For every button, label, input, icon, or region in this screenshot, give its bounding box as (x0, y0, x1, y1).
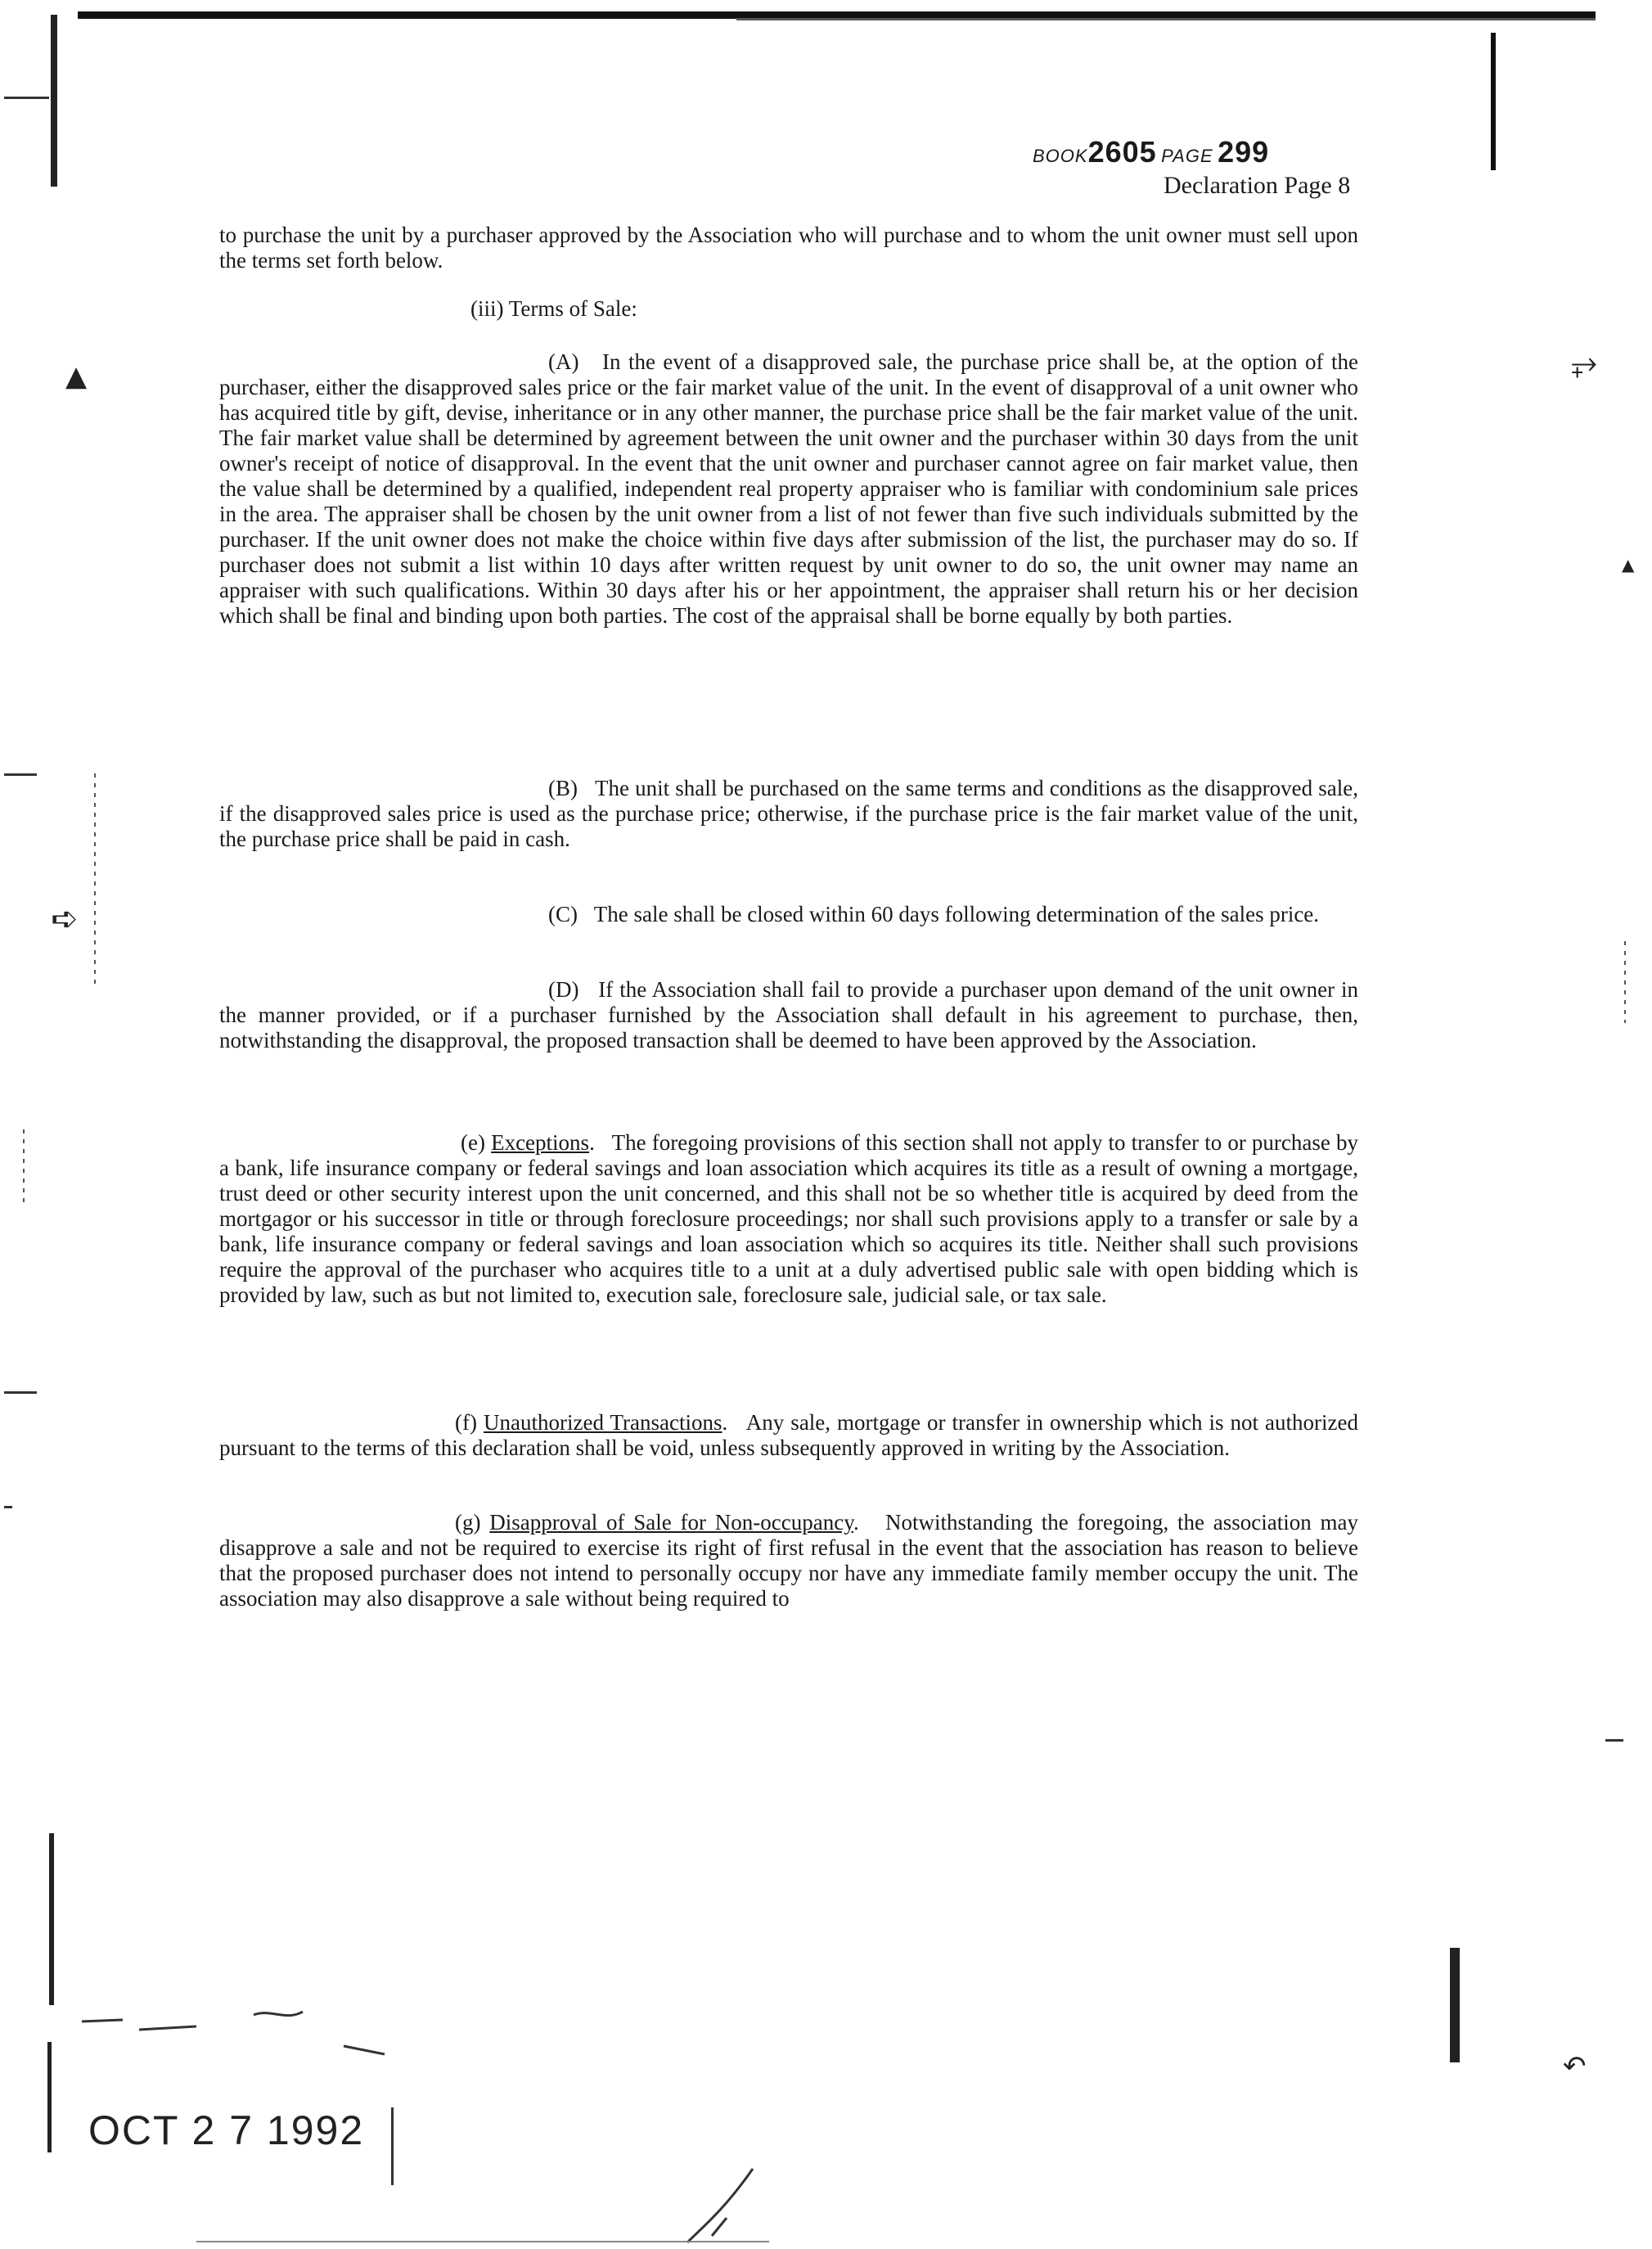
paragraph-g-title: Disapproval of Sale for Non-occupancy (489, 1510, 853, 1535)
stamp-divider-line (391, 2107, 394, 2185)
scan-mark (4, 97, 49, 99)
paragraph-g: (g) Disapproval of Sale for Non-occupancy. Notwithstanding the foregoing, the association may disapprove a sale and not be required to exercise its right of first refusal in the event that the association has reason to believe that the proposed purchaser does not intend to personally occupy nor have any immediate family member occupy the unit. The association may also disapprove a sale without being required to (219, 1510, 1359, 1611)
scan-speck: ▲ (1622, 555, 1635, 575)
paragraph-e: (e) Exceptions. The foregoing provisions of this section shall not apply to transfer to or purchase by a bank, life insurance company or federal savings and loan association which acquires its title as a result of owning a mortgage, trust deed or other security interest upon the unit concerned, and this shall not be so whether title is acquired by deed from the mortgagor or his successor in title or through foreclosure proceedings; nor shall such provisions apply to a transfer or sale by a bank, life insurance company or federal savings and loan association which so acquires its title. Neither shall such provisions require the approval of the purchaser who acquires title to a unit at a duly advertised public sale with open bidding which is provided by law, such as but not limited to, execution sale, foreclosure sale, judicial sale, or tax sale. (219, 1130, 1358, 1307)
book-number: 2605 (1087, 135, 1157, 169)
paragraph-D-text: If the Association shall fail to provide a purchaser upon demand of the unit owner in the manner provided, or if a purchaser furnished by the Association shall default in his agreement to purchase, then, notwithstanding the disapproval, the proposed transaction shall be deemed to have been approved by the Association. (219, 977, 1359, 1052)
heading-terms-of-sale: (iii) Terms of Sale: (470, 296, 637, 321)
paragraph-B-label: (B) (548, 776, 578, 800)
paragraph-C-label: (C) (548, 902, 578, 926)
paragraph-e-title: Exceptions (491, 1130, 590, 1155)
scan-mark (1605, 1739, 1623, 1742)
scan-mark (4, 1391, 37, 1394)
scan-scribble (74, 1997, 401, 2062)
scan-dotted-line (23, 1129, 25, 1203)
scan-mark (4, 773, 37, 776)
scan-dotted-line (94, 773, 96, 986)
scan-top-border-thin (736, 18, 1596, 20)
paragraph-f-label: (f) (455, 1410, 477, 1435)
paragraph-D (219, 977, 1358, 1053)
page-label: PAGE (1161, 146, 1213, 166)
scan-right-border (1491, 33, 1496, 170)
paragraph-A (219, 349, 1358, 629)
paragraph-g-label: (g) (455, 1510, 481, 1535)
paragraph-intro: to purchase the unit by a purchaser approved by the Association who will purchase and to whom the unit owner must sell upon the terms set forth below. (219, 223, 1358, 273)
book-page-reference (1033, 135, 1269, 169)
paragraph-C-text: The sale shall be closed within 60 days following determination of the sales price. (593, 902, 1320, 926)
section-page-number: Declaration Page 8 (1164, 172, 1351, 199)
scan-right-binding-mark (1450, 1948, 1460, 2062)
scan-mark (196, 2241, 769, 2242)
scan-left-binding-mark (51, 15, 57, 187)
paragraph-D-label: (D) (548, 977, 579, 1002)
scan-speck: ⥅ (1571, 344, 1597, 381)
date-stamp: OCT 2 7 1992 (88, 2107, 365, 2153)
paragraph-A-label: (A) (548, 349, 579, 374)
scan-speck: ➪ (51, 900, 79, 938)
paragraph-e-text: The foregoing provisions of this section shall not apply to transfer to or purchase by a bank, life insurance company or federal savings and loan association which acquires its title as a result of owning a mortgage, trust deed or other security interest upon the unit concerned, and this shall not be so whether title is acquired by deed from the mortgagor or his successor in title or through foreclosure proceedings; nor shall such provisions apply to a transfer or sale by a bank, life insurance company or federal savings and loan association which so acquires its title. Neither shall such provisions require the approval of the purchaser who acquires title to a unit at a duly advertised public sale with open bidding which is provided by law, such as but not limited to, execution sale, foreclosure sale, judicial sale, or tax sale. (219, 1130, 1358, 1307)
page-number: 299 (1218, 135, 1270, 169)
scan-dotted-line (1624, 941, 1626, 1023)
scan-left-binding-mark (47, 2042, 52, 2152)
paragraph-A-text: In the event of a disapproved sale, the purchase price shall be, at the option of the purchaser, either the disapproved sales price or the fair market value of the unit. In the event of disapproval of a unit owner who has acquired title by gift, devise, inheritance or in any other manner, the purchase price shall be the fair market value of the unit. The fair market value shall be determined by agreement between the unit owner and the purchaser within 30 days from the unit owner's receipt of notice of disapproval. In the event that the unit owner and purchaser cannot agree on fair market value, then the value shall be determined by a qualified, independent real property appraiser who is familiar with condominium sale prices in the area. The appraiser shall be chosen by the unit owner from a list of not fewer than five such individuals submitted by the purchaser. If the unit owner does not make the choice within five days after submission of the list, the purchaser may do so. If purchaser does not submit a list within 10 days after written request by unit owner to do so, the unit owner may name an appraiser with such qualifications. Within 30 days after his or her appointment, the appraiser shall return his or her decision which shall be final and binding upon both parties. The cost of the appraisal shall be borne equally by both parties. (219, 349, 1359, 628)
paragraph-f-text: Any sale, mortgage or transfer in ownership which is not authorized pursuant to the terms of this declaration shall be void, unless subsequently approved in writing by the Association. (219, 1410, 1358, 1460)
scan-mark (4, 1506, 12, 1508)
paragraph-f: (f) Unauthorized Transactions. Any sale, mortgage or transfer in ownership which is not authorized pursuant to the terms of this declaration shall be void, unless subsequently approved in writing by the Association. (219, 1410, 1358, 1460)
scan-left-binding-mark (49, 1833, 54, 2005)
paragraph-B-text: The unit shall be purchased on the same terms and conditions as the disapproved sale, if the disapproved sales price is used as the purchase price; otherwise, if the purchase price is the fair market value of the unit, the purchase price shall be paid in cash. (219, 776, 1358, 851)
paragraph-B (219, 776, 1358, 852)
paragraph-f-title: Unauthorized Transactions (484, 1410, 722, 1435)
paragraph-C (219, 902, 1358, 927)
paragraph-e-label: (e) (461, 1130, 485, 1155)
scan-speck: ▲ (65, 360, 88, 393)
paragraph-g-text: Notwithstanding the foregoing, the association may disapprove a sale and not be required to exercise its right of first refusal in the event that the association has reason to believe that the proposed purchaser does not intend to personally occupy nor have any immediate family member occupy the unit. The association may also disapprove a sale without being required to (219, 1510, 1359, 1611)
book-label: BOOK (1033, 146, 1088, 166)
scan-speck: ↶ (1563, 2050, 1587, 2083)
signature-scribble (679, 2161, 769, 2249)
